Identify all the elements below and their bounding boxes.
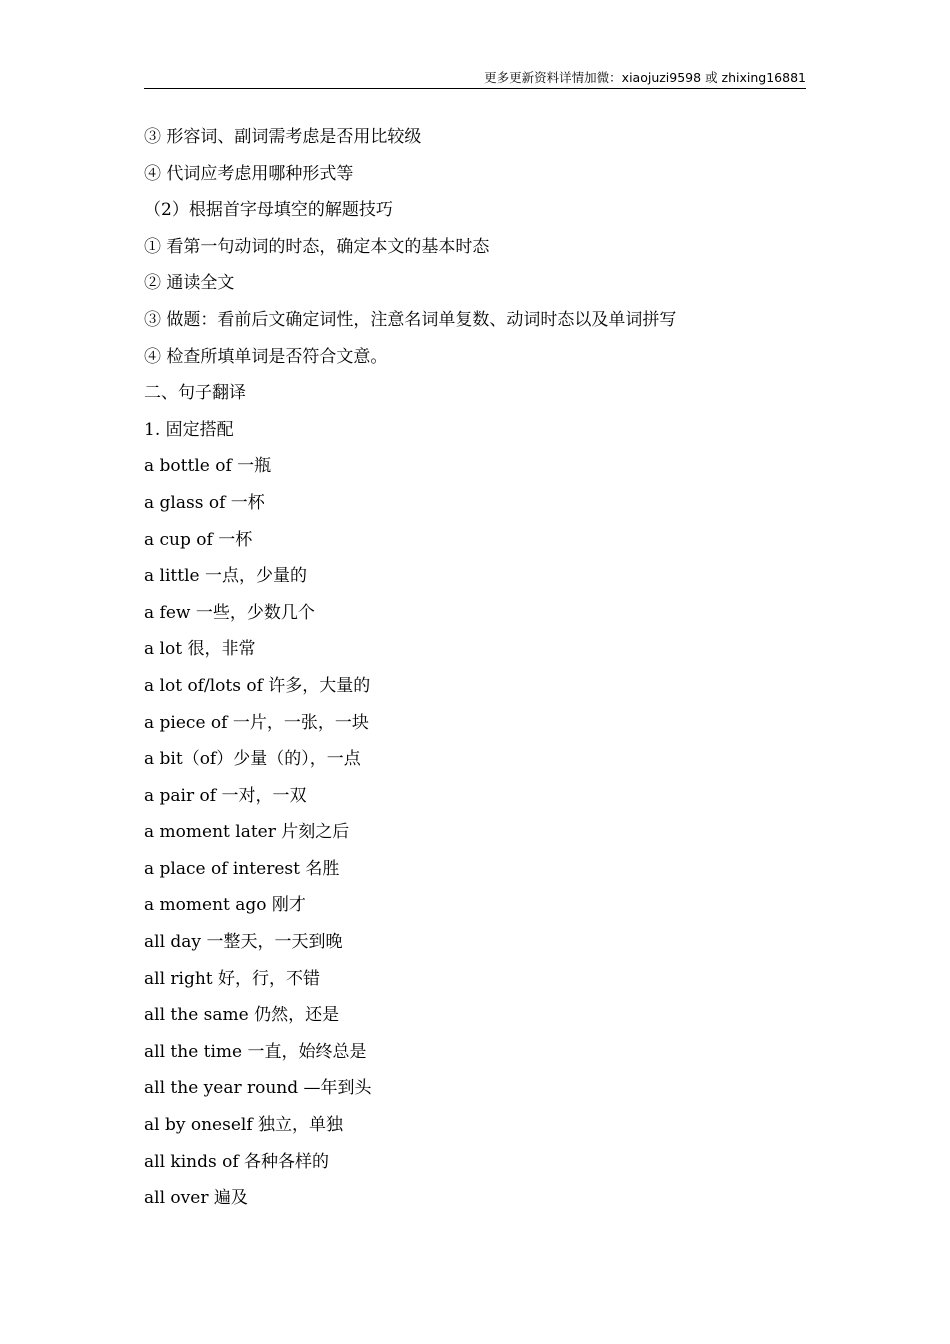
phrase-item: al by oneself 独立，单独 xyxy=(144,1115,344,1136)
phrase-item: a glass of 一杯 xyxy=(144,492,265,513)
section-sentence-translation: 二、句子翻译 xyxy=(144,383,246,404)
phrase-item: all day 一整天，一天到晚 xyxy=(144,932,343,953)
header-note: 更多更新资料详情加微：xiaojuzi9598 或 zhixing16881 xyxy=(484,70,806,85)
phrase-item: all the same 仍然，还是 xyxy=(144,1005,340,1026)
phrase-item: a bottle of 一瓶 xyxy=(144,456,272,477)
phrase-item: a cup of 一杯 xyxy=(144,529,253,550)
phrase-item: all the time 一直，始终总是 xyxy=(144,1041,367,1062)
tip-pronoun: ④ 代词应考虑用哪种形式等 xyxy=(144,163,354,184)
phrase-item: a little 一点，少量的 xyxy=(144,566,307,587)
tip-check: ④ 检查所填单词是否符合文意。 xyxy=(144,346,388,367)
phrase-item: all right 好，行，不错 xyxy=(144,968,321,989)
phrase-item: all kinds of 各种各样的 xyxy=(144,1151,330,1172)
document-body xyxy=(144,122,806,1220)
phrase-item: all over 遍及 xyxy=(144,1188,248,1209)
subsection-fixed-collocations: 1. 固定搭配 xyxy=(144,419,234,440)
phrase-item: all the year round —年到头 xyxy=(144,1078,372,1099)
phrase-item: a few 一些，少数几个 xyxy=(144,602,315,623)
phrase-item: a moment later 片刻之后 xyxy=(144,822,350,843)
tip-tense: ① 看第一句动词的时态，确定本文的基本时态 xyxy=(144,236,490,257)
section-initial-letter-tips: （2）根据首字母填空的解题技巧 xyxy=(144,200,393,221)
tip-solve: ③ 做题：看前后文确定词性，注意名词单复数、动词时态以及单词拼写 xyxy=(144,309,677,330)
phrase-item: a place of interest 名胜 xyxy=(144,858,340,879)
phrase-item: a lot 很，非常 xyxy=(144,639,256,660)
phrase-item: a bit（of）少量（的），一点 xyxy=(144,749,361,770)
tip-read-through: ② 通读全文 xyxy=(144,273,235,294)
page-header xyxy=(144,66,806,89)
phrase-item: a pair of 一对，一双 xyxy=(144,785,307,806)
phrase-item: a piece of 一片，一张，一块 xyxy=(144,712,369,733)
tip-comparative: ③ 形容词、副词需考虑是否用比较级 xyxy=(144,127,422,147)
phrase-item: a moment ago 刚才 xyxy=(144,895,306,916)
phrase-item: a lot of/lots of 许多，大量的 xyxy=(144,675,371,696)
